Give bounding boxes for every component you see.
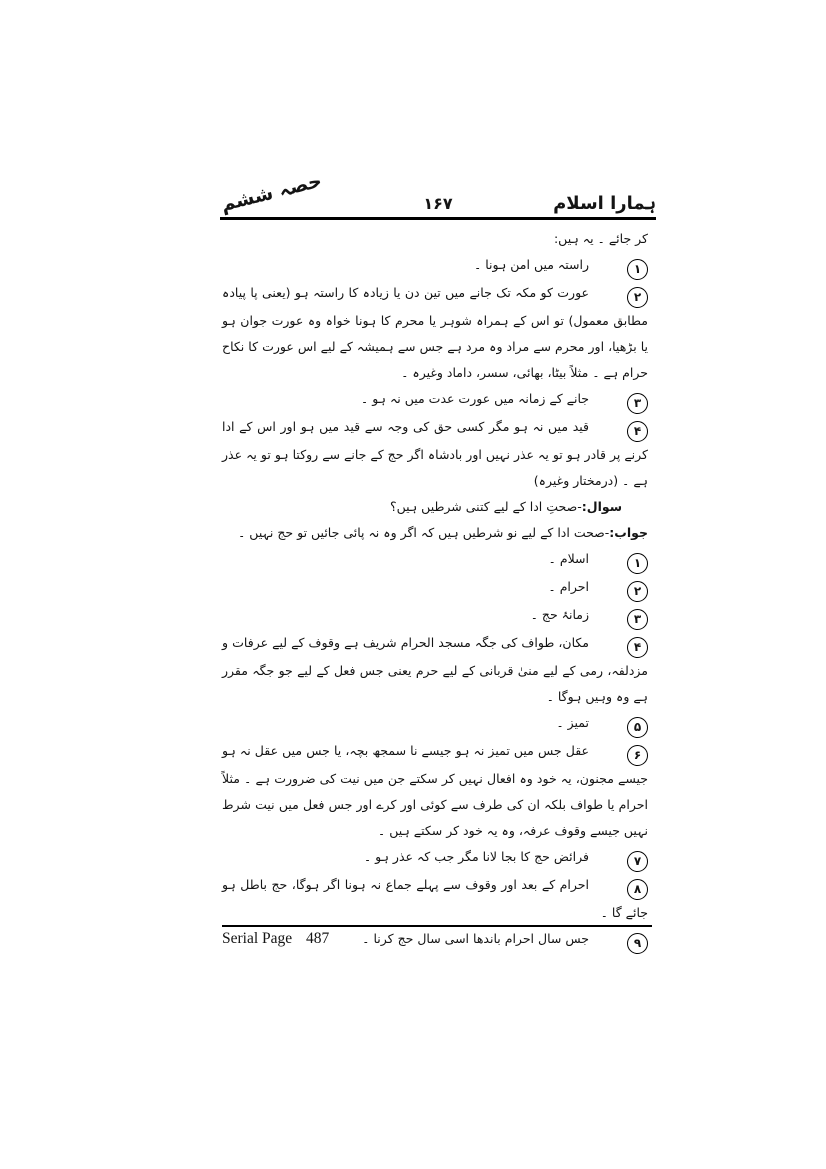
page-header	[218, 169, 656, 218]
item-number-badge: ۷	[627, 851, 648, 872]
list-item	[222, 602, 648, 630]
list-item	[222, 630, 648, 710]
list-item	[222, 844, 648, 872]
paragraph-text: جانے کے زمانہ میں عورت عدت میں نہ ہو ۔	[360, 391, 589, 406]
paragraph-text: -صحت ادا کے لیے نو شرطیں ہیں کہ اگر وہ نہ پائی جائیں تو حج نہیں ۔	[238, 525, 610, 540]
item-number-badge: ۹	[627, 933, 648, 954]
list-item	[222, 710, 648, 738]
item-number-badge: ۱	[627, 553, 648, 574]
paragraph-text: جس سال احرام باندھا اسی سال حج کرنا ۔	[362, 931, 589, 946]
list-item	[222, 280, 648, 386]
paragraph-text: احرام ۔	[548, 579, 589, 594]
item-number-badge: ۸	[627, 879, 648, 900]
list-item	[222, 738, 648, 844]
paragraph-text: زمانۂ حج ۔	[530, 607, 589, 622]
qa-label: جواب:	[609, 525, 648, 540]
item-number-badge: ۱	[627, 259, 648, 280]
item-number-badge: ۲	[627, 287, 648, 308]
volume-title: حصہ ششم	[218, 169, 325, 216]
item-number-badge: ۴	[627, 421, 648, 442]
paragraph-text: فرائض حج کا بجا لانا مگر جب کہ عذر ہو ۔	[363, 849, 589, 864]
serial-page-number: 487	[306, 930, 330, 947]
paragraph-text: مکان، طواف کی جگہ مسجد الحرام شریف ہے وقوف کے لیے عرفات و مزدلفہ، رمی کے لیے منیٰ قربانی کے لیے حرم یعنی جس فعل کے لیے جو جگہ مقرر ہے وہ وہیں ہوگا ۔	[222, 635, 648, 704]
paragraph	[222, 226, 648, 252]
paragraph-text: عورت کو مکہ تک جانے میں تین دن یا زیادہ کا راستہ ہو (یعنی پا پیادہ مطابق معمول) تو اس کے ہمراہ شوہر یا محرم کا ہونا خواہ وہ عورت جوان ہو یا بڑھیا، اور محرم سے مراد وہ مرد ہے جس سے ہمیشہ کے لیے اس عورت کا نکاح حرام ہے ۔ مثلاً بیٹا، بھائی، سسر، داماد وغیرہ ۔	[222, 285, 648, 380]
item-number-badge: ۵	[627, 717, 648, 738]
list-item	[222, 546, 648, 574]
paragraph-text: -صحتِ ادا کے لیے کتنی شرطیں ہیں؟	[389, 499, 582, 514]
list-item	[222, 386, 648, 414]
list-item	[222, 872, 648, 926]
serial-page-label: Serial Page	[222, 930, 293, 947]
item-number-badge: ۴	[627, 637, 648, 658]
qa-paragraph	[222, 494, 648, 520]
paragraph-text: تمیز ۔	[556, 715, 589, 730]
item-number-badge: ۶	[627, 745, 648, 766]
body-text	[222, 226, 648, 954]
page-number: ۱۶۷	[423, 194, 453, 213]
paragraph-text: کر جائے ۔ یہ ہیں:	[553, 231, 648, 246]
list-item	[222, 252, 648, 280]
list-item	[222, 574, 648, 602]
list-item	[222, 414, 648, 494]
qa-paragraph	[222, 520, 648, 546]
paragraph-text: احرام کے بعد اور وقوف سے پہلے جماع نہ ہونا اگر ہوگا، حج باطل ہو جائے گا ۔	[222, 877, 648, 920]
page-footer	[222, 925, 652, 948]
paragraph-text: اسلام ۔	[548, 551, 589, 566]
item-number-badge: ۲	[627, 581, 648, 602]
book-title: ہمارا اسلام	[553, 193, 656, 214]
header-rule	[220, 217, 656, 220]
paragraph-text: قید میں نہ ہو مگر کسی حق کی وجہ سے قید میں ہو اور اس کے ادا کرنے پر قادر ہو تو یہ عذر نہیں اور بادشاہ اگر حج کے جانے سے روکتا ہو تو یہ عذر ہے ۔ (درمختار وغیرہ)	[222, 419, 648, 488]
paragraph-text: عقل جس میں تمیز نہ ہو جیسے نا سمجھ بچہ، یا جس میں عقل نہ ہو جیسے مجنون، یہ خود وہ افعال نہیں کر سکتے جن میں نیت کی ضرورت ہے ۔ مثلاً احرام یا طواف بلکہ ان کی طرف سے کوئی اور کرے اور جس فعل میں نیت شرط نہیں جیسے وقوف عرفہ، وہ یہ خود کر سکتے ہیں ۔	[222, 743, 648, 838]
item-number-badge: ۳	[627, 609, 648, 630]
qa-label: سوال:	[581, 499, 622, 514]
paragraph-text: راستہ میں امن ہونا ۔	[473, 257, 589, 272]
item-number-badge: ۳	[627, 393, 648, 414]
